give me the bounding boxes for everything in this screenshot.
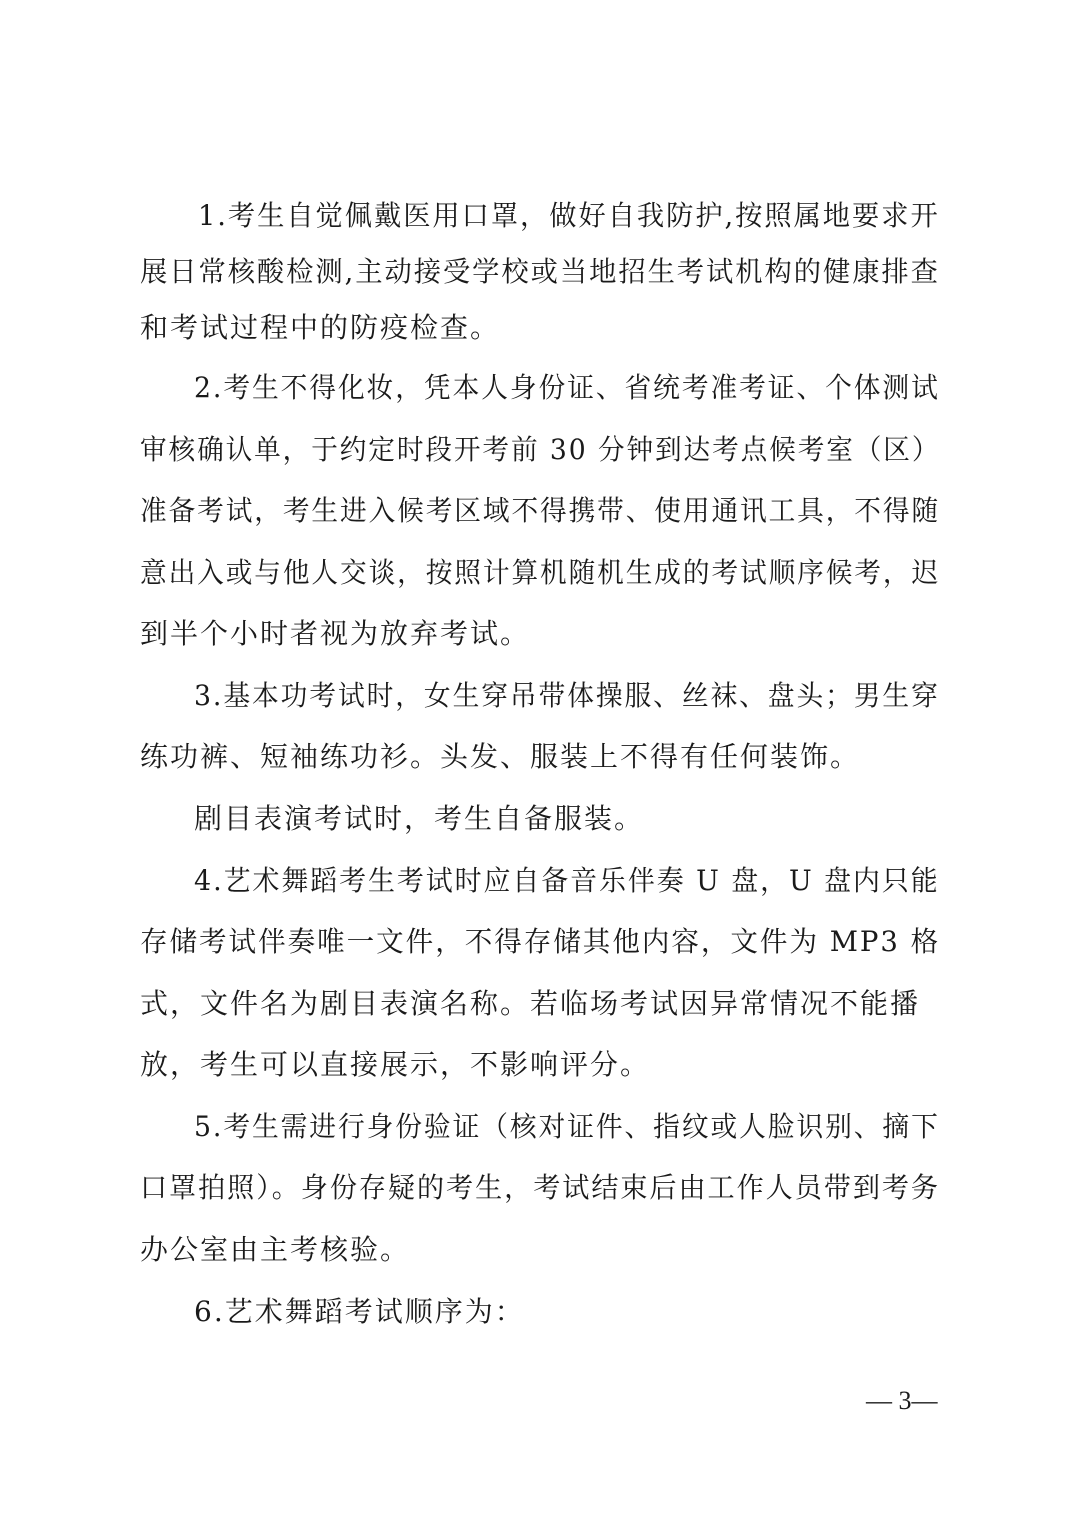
paragraph-4-line-3: 式，文件名为剧目表演名称。若临场考试因异常情况不能播 xyxy=(140,987,921,1020)
paragraph-5-line-2: 口罩拍照）。身份存疑的考生，考试结束后由工作人员带到考务 xyxy=(140,1171,940,1204)
paragraph-1-line-3: 和考试过程中的防疫检查。 xyxy=(140,311,501,344)
paragraph-6-line-1: 6.艺术舞蹈考试顺序为： xyxy=(194,1295,525,1328)
paragraph-2-line-4: 意出入或与他人交谈，按照计算机随机生成的考试顺序候考，迟 xyxy=(140,556,941,589)
page-number: — 3— xyxy=(866,1386,938,1415)
paragraph-4-line-2: 存储考试伴奏唯一文件，不得存储其他内容，文件为 MP3 格 xyxy=(140,925,941,958)
paragraph-3-line-2: 练功裤、短袖练功衫。头发、服装上不得有任何装饰。 xyxy=(140,740,861,773)
paragraph-2-line-3: 准备考试，考生进入候考区域不得携带、使用通讯工具，不得随 xyxy=(140,494,941,527)
paragraph-2-line-2: 审核确认单，于约定时段开考前 30 分钟到达考点候考室（区） xyxy=(140,433,941,466)
paragraph-2-line-1: 2.考生不得化妆，凭本人身份证、省统考准考证、个体测试 xyxy=(194,371,940,404)
paragraph-1-line-2: 展日常核酸检测,主动接受学校或当地招生考试机构的健康排查 xyxy=(140,255,940,288)
paragraph-5-line-3: 办公室由主考核验。 xyxy=(140,1233,411,1266)
paragraph-3b-line-1: 剧目表演考试时，考生自备服装。 xyxy=(194,802,645,835)
paragraph-5-line-1: 5.考生需进行身份验证（核对证件、指纹或人脸识别、摘下 xyxy=(194,1110,940,1143)
paragraph-4-line-1: 4.艺术舞蹈考生考试时应自备音乐伴奏 U 盘，U 盘内只能 xyxy=(194,864,940,897)
paragraph-2-line-5: 到半个小时者视为放弃考试。 xyxy=(140,617,531,650)
paragraph-3-line-1: 3.基本功考试时，女生穿吊带体操服、丝袜、盘头；男生穿 xyxy=(194,679,940,712)
paragraph-1-line-1: 1.考生自觉佩戴医用口罩，做好自我防护,按照属地要求开 xyxy=(198,199,940,232)
paragraph-4-line-4: 放，考生可以直接展示，不影响评分。 xyxy=(140,1048,651,1081)
